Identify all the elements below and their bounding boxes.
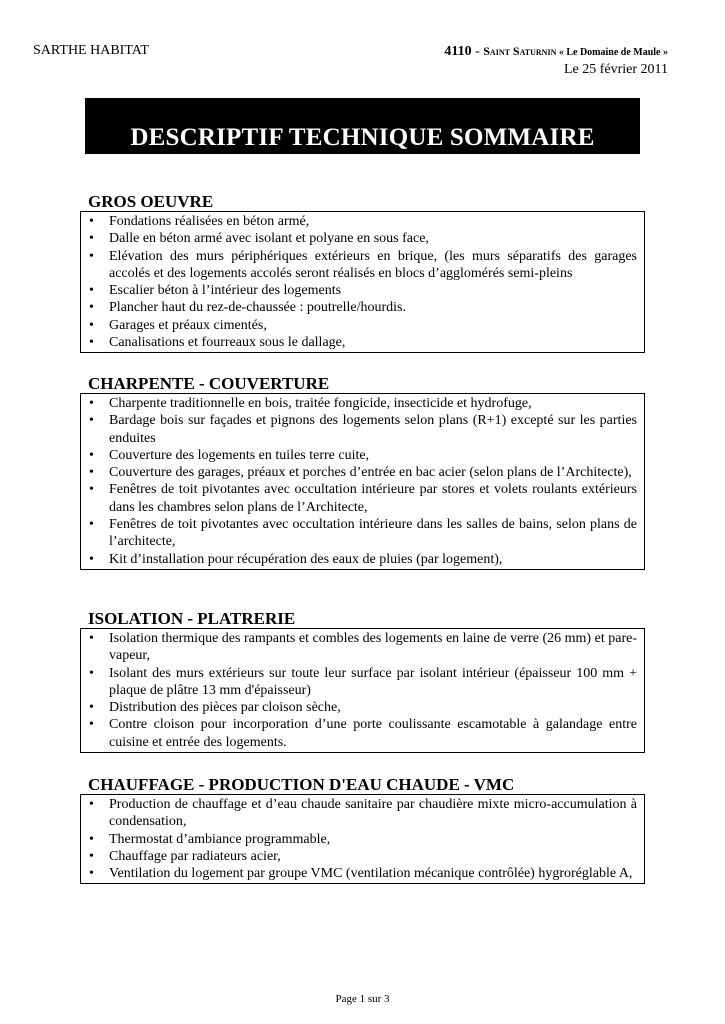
list-item: • Fenêtres de toit pivotantes avec occultation intérieure par stores et volets roulants extérieurs dans les chambres selon plans de l’Architecte, <box>89 481 637 516</box>
list-item: • Elévation des murs périphériques extérieurs en brique, (les murs séparatifs des garages accolés et des logements accolés seront réalisés en blocs d’agglomérés semi-pleins <box>89 248 637 283</box>
list-item: • Couverture des logements en tuiles terre cuite, <box>89 447 637 464</box>
list-item: • Distribution des pièces par cloison sèche, <box>89 699 637 716</box>
page-title-banner <box>85 98 640 154</box>
project-site <box>483 44 668 58</box>
section-box <box>80 211 645 353</box>
list-item: • Ventilation du logement par groupe VMC (ventilation mécanique contrôlée) hygroréglable A, <box>89 865 637 882</box>
section-box <box>80 393 645 570</box>
list-item: • Dalle en béton armé avec isolant et polyane en sous face, <box>89 230 637 247</box>
section-title: CHAUFFAGE - PRODUCTION D'EAU CHAUDE - VMC <box>88 775 515 794</box>
page-title: DESCRIPTIF TECHNIQUE SOMMAIRE <box>130 124 595 151</box>
list-item: • Isolation thermique des rampants et combles des logements en laine de verre (26 mm) et pare-vapeur, <box>89 630 637 665</box>
list-item: • Fondations réalisées en béton armé, <box>89 213 637 230</box>
site-detail: « Le Domaine de Maule » <box>558 47 668 58</box>
list-item: • Plancher haut du rez-de-chaussée : poutrelle/hourdis. <box>89 299 637 316</box>
bullet-list <box>89 630 637 751</box>
project-separator: - <box>471 44 484 59</box>
document-reference <box>444 43 668 78</box>
project-line <box>444 43 668 61</box>
list-item: • Charpente traditionnelle en bois, traitée fongicide, insecticide et hydrofuge, <box>89 395 637 412</box>
project-code: 4110 <box>444 44 472 59</box>
section-box <box>80 794 645 884</box>
list-item: • Chauffage par radiateurs acier, <box>89 848 637 865</box>
section-title: GROS OEUVRE <box>88 192 214 211</box>
section-gros-oeuvre <box>80 192 645 353</box>
list-item: • Garages et préaux cimentés, <box>89 317 637 334</box>
list-item: • Escalier béton à l’intérieur des logements <box>89 282 637 299</box>
list-item: • Canalisations et fourreaux sous le dallage, <box>89 334 637 351</box>
list-item: • Isolant des murs extérieurs sur toute leur surface par isolant intérieur (épaisseur 100 mm + plaque de plâtre 13 mm d'épaisseur) <box>89 665 637 700</box>
document-date: Le 25 février 2011 <box>563 62 668 77</box>
section-chauffage <box>80 775 645 884</box>
section-box <box>80 628 645 753</box>
site-name: Saint Saturnin <box>483 44 557 58</box>
list-item: • Contre cloison pour incorporation d’une porte coulissante escamotable à galandage entre cuisine et entrée des logements. <box>89 716 637 751</box>
section-title: ISOLATION - PLATRERIE <box>88 609 296 628</box>
section-isolation-platrerie <box>80 609 645 753</box>
section-title: CHARPENTE - COUVERTURE <box>88 374 330 393</box>
organization-name: SARTHE HABITAT <box>33 43 149 58</box>
list-item: • Bardage bois sur façades et pignons des logements selon plans (R+1) excepté sur les parties enduites <box>89 412 637 447</box>
list-item: • Fenêtres de toit pivotantes avec occultation intérieure dans les salles de bains, selon plans de l’architecte, <box>89 516 637 551</box>
list-item: • Couverture des garages, préaux et porches d’entrée en bac acier (selon plans de l’Architecte), <box>89 464 637 481</box>
bullet-list <box>89 395 637 568</box>
bullet-list <box>89 213 637 351</box>
list-item: • Production de chauffage et d’eau chaude sanitaire par chaudière mixte micro-accumulation à condensation, <box>89 796 637 831</box>
section-charpente-couverture <box>80 374 645 570</box>
list-item: • Kit d’installation pour récupération des eaux de pluies (par logement), <box>89 551 637 568</box>
list-item: • Thermostat d’ambiance programmable, <box>89 831 637 848</box>
page-number: Page 1 sur 3 <box>335 993 390 1005</box>
bullet-list <box>89 796 637 882</box>
